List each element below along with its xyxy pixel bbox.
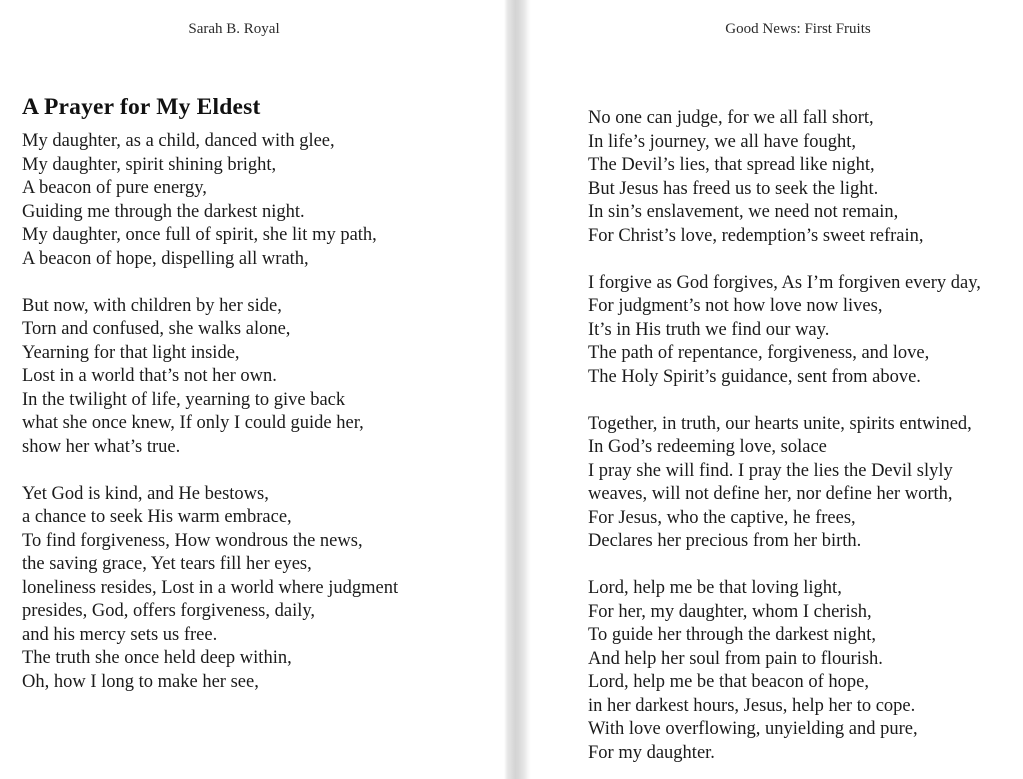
poem-line: But now, with children by her side, (22, 295, 282, 316)
poem-line: Oh, how I long to make her see, (22, 671, 259, 692)
stanza (588, 107, 1008, 248)
poem-line: For judgment’s not how love now lives, (588, 296, 883, 316)
poem-line: In the twilight of life, yearning to give back (22, 389, 346, 410)
poem-line: To guide her through the darkest night, (588, 625, 876, 645)
poem-line: loneliness resides, Lost in a world where judgment (22, 577, 399, 598)
poem-line: In life’s journey, we all have fought, (588, 131, 856, 152)
stanza (22, 295, 446, 460)
poem-line: A beacon of pure energy, (22, 178, 207, 198)
stanza (588, 577, 1008, 765)
poem-line: In sin’s enslavement, we need not remain, (588, 202, 899, 222)
poem-line: For her, my daughter, whom I cherish, (588, 601, 872, 622)
poem-line: and his mercy sets us free. (22, 624, 218, 645)
poem-title: A Prayer for My Eldest (22, 94, 261, 120)
stanza (22, 483, 446, 695)
poem-line: My daughter, as a child, danced with glee, (22, 131, 335, 151)
poem-line: Lord, help me be that loving light, (588, 578, 842, 598)
poem-line: No one can judge, for we all fall short, (588, 108, 874, 128)
poem-line: presides, God, offers forgiveness, daily, (22, 601, 316, 621)
poem-line: what she once knew, If only I could guide her, (22, 413, 364, 433)
poem-line: A beacon of hope, dispelling all wrath, (22, 248, 309, 269)
stanza (22, 130, 446, 271)
poem-line: The path of repentance, forgiveness, and love, (588, 343, 930, 363)
poem-line: Lost in a world that’s not her own. (22, 366, 277, 386)
poem-line: in her darkest hours, Jesus, help her to cope. (588, 695, 916, 716)
poem-line: For Christ’s love, redemption’s sweet refrain, (588, 225, 924, 246)
poem-left (22, 130, 446, 694)
poem-line: The Devil’s lies, that spread like night, (588, 155, 875, 175)
poem-line: And help her soul from pain to flourish. (588, 648, 883, 669)
poem-line: My daughter, once full of spirit, she lit my path, (22, 225, 377, 245)
poem-line: The Holy Spirit’s guidance, sent from above. (588, 366, 921, 387)
poem-line: Declares her precious from her birth. (588, 531, 862, 551)
poem-line: a chance to seek His warm embrace, (22, 507, 292, 527)
poem-line: weaves, will not define her, nor define her worth, (588, 484, 953, 504)
left-page (22, 0, 446, 779)
poem-line: For Jesus, who the captive, he frees, (588, 507, 856, 528)
poem-line: show her what’s true. (22, 436, 181, 457)
poem-line: the saving grace, Yet tears fill her eyes, (22, 554, 312, 574)
poem-line: But Jesus has freed us to seek the light. (588, 178, 879, 199)
book-spine-gutter (504, 0, 531, 779)
poem-line: Yet God is kind, and He bestows, (22, 483, 269, 504)
poem-line: With love overflowing, unyielding and pure, (588, 719, 918, 739)
poem-line: Together, in truth, our hearts unite, spirits entwined, (588, 413, 972, 434)
poem-line: I forgive as God forgives, As I’m forgiven every day, (588, 272, 981, 293)
right-page-header: Good News: First Fruits (725, 21, 871, 37)
poem-right (588, 107, 1008, 765)
poem-line: Lord, help me be that beacon of hope, (588, 672, 869, 692)
stanza (588, 413, 1008, 554)
poem-line: Torn and confused, she walks alone, (22, 319, 291, 339)
poem-line: Guiding me through the darkest night. (22, 201, 305, 222)
poem-line: Yearning for that light inside, (22, 342, 240, 363)
right-page (588, 0, 1008, 779)
poem-line: In God’s redeeming love, solace (588, 437, 827, 457)
poem-line: I pray she will find. I pray the lies the Devil slyly (588, 460, 953, 481)
poem-line: To find forgiveness, How wondrous the news, (22, 530, 363, 551)
poem-line: It’s in His truth we find our way. (588, 319, 830, 340)
poem-line: The truth she once held deep within, (22, 648, 292, 668)
poem-line: My daughter, spirit shining bright, (22, 154, 277, 175)
left-page-header: Sarah B. Royal (188, 21, 280, 37)
poem-line: For my daughter. (588, 742, 715, 763)
stanza (588, 272, 1008, 390)
